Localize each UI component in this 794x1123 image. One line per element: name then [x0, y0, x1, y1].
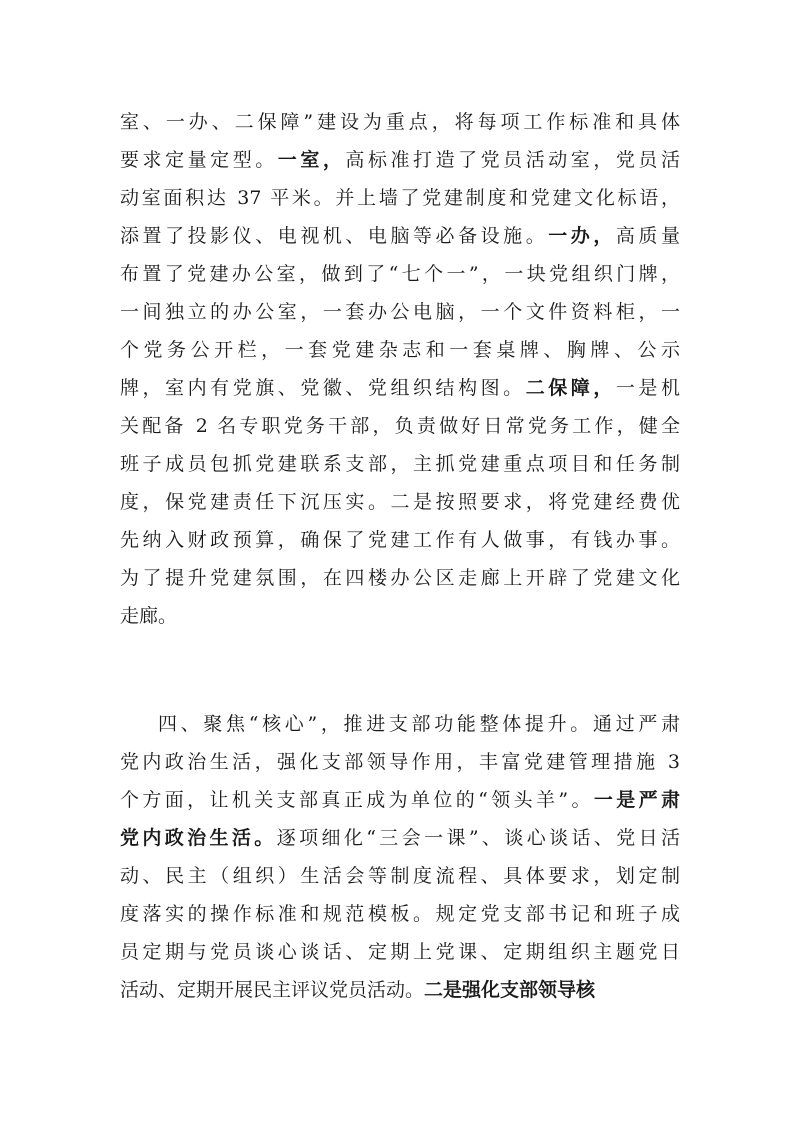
paragraph-four-focus-core — [120, 705, 680, 1009]
text-run: 先纳入财政预算，确保了党建工作有人做事，有钱办事。 — [120, 529, 680, 551]
text-line — [120, 971, 680, 1009]
text-run: 动室面积达 37 平米。并上墙了党建制度和党建文化标语， — [120, 187, 680, 209]
text-run: 为了提升党建氛围，在四楼办公区走廊上开辟了党建文化 — [120, 567, 680, 589]
bold-text-run: 一是严肃 — [593, 789, 680, 811]
text-line — [120, 179, 680, 217]
text-line — [120, 217, 680, 255]
text-line — [120, 781, 680, 819]
text-run: 室、一办、二保障”建设为重点，将每项工作标准和具体 — [120, 111, 680, 133]
text-line — [120, 895, 680, 933]
text-run: 班子成员包抓党建联系支部，主抓党建重点项目和任务制 — [120, 453, 680, 475]
bold-text-run: 二保障， — [525, 377, 616, 399]
text-run: 员定期与党员谈心谈话、定期上党课、定期组织主题党日 — [120, 941, 680, 963]
text-run: 一间独立的办公室，一套办公电脑，一个文件资料柜，一 — [120, 301, 680, 323]
text-run: 一是机 — [615, 377, 680, 399]
text-run: 走廊。 — [120, 605, 178, 627]
text-run: 四、聚焦“核心”，推进支部功能整体提升。通过严肃 — [158, 713, 680, 735]
text-line — [120, 819, 680, 857]
text-line — [120, 521, 680, 559]
text-line — [120, 255, 680, 293]
text-run: 个方面，让机关支部真正成为单位的“领头羊”。 — [120, 789, 594, 811]
text-run: 添置了投影仪、电视机、电脑等必备设施。 — [120, 225, 549, 247]
text-line — [120, 293, 680, 331]
bold-text-run: 一办， — [548, 225, 616, 247]
text-run: 要求定量定型。 — [120, 149, 278, 171]
text-run: 度落实的操作标准和规范模板。规定党支部书记和班子成 — [120, 903, 680, 925]
text-line — [120, 407, 680, 445]
text-line — [120, 369, 680, 407]
text-line — [120, 705, 680, 743]
text-run: 关配备 2 名专职党务干部，负责做好日常党务工作，健全 — [120, 415, 680, 437]
text-line — [120, 331, 680, 369]
text-run: 动、民主（组织）生活会等制度流程、具体要求，划定制 — [120, 865, 680, 887]
text-run: 牌，室内有党旗、党徽、党组织结构图。 — [120, 377, 526, 399]
text-run: 度，保党建责任下沉压实。二是按照要求，将党建经费优 — [120, 491, 680, 513]
bold-text-run: 二是强化支部领导核 — [424, 979, 596, 1001]
text-run: 逐项细化“三会一课”、谈心谈话、党日活 — [276, 827, 680, 849]
text-run: 高标准打造了党员活动室，党员活 — [345, 149, 680, 171]
text-line — [120, 483, 680, 521]
text-line — [120, 141, 680, 179]
text-line — [120, 597, 680, 635]
text-run: 布置了党建办公室，做到了“七个一”，一块党组织门牌， — [120, 263, 680, 285]
text-line — [120, 103, 680, 141]
bold-text-run: 一室， — [277, 149, 346, 171]
text-run: 党内政治生活，强化支部领导作用，丰富党建管理措施 3 — [120, 751, 680, 773]
text-line — [120, 559, 680, 597]
text-run: 活动、定期开展民主评议党员活动。 — [120, 979, 425, 1001]
text-run: 高质量 — [615, 225, 680, 247]
text-line — [120, 445, 680, 483]
bold-text-run: 党内政治生活。 — [120, 827, 277, 849]
paragraph-construction-standards — [120, 103, 680, 635]
text-line — [120, 857, 680, 895]
text-line — [120, 933, 680, 971]
text-run: 个党务公开栏，一套党建杂志和一套桌牌、胸牌、公示 — [120, 339, 680, 361]
text-line — [120, 743, 680, 781]
